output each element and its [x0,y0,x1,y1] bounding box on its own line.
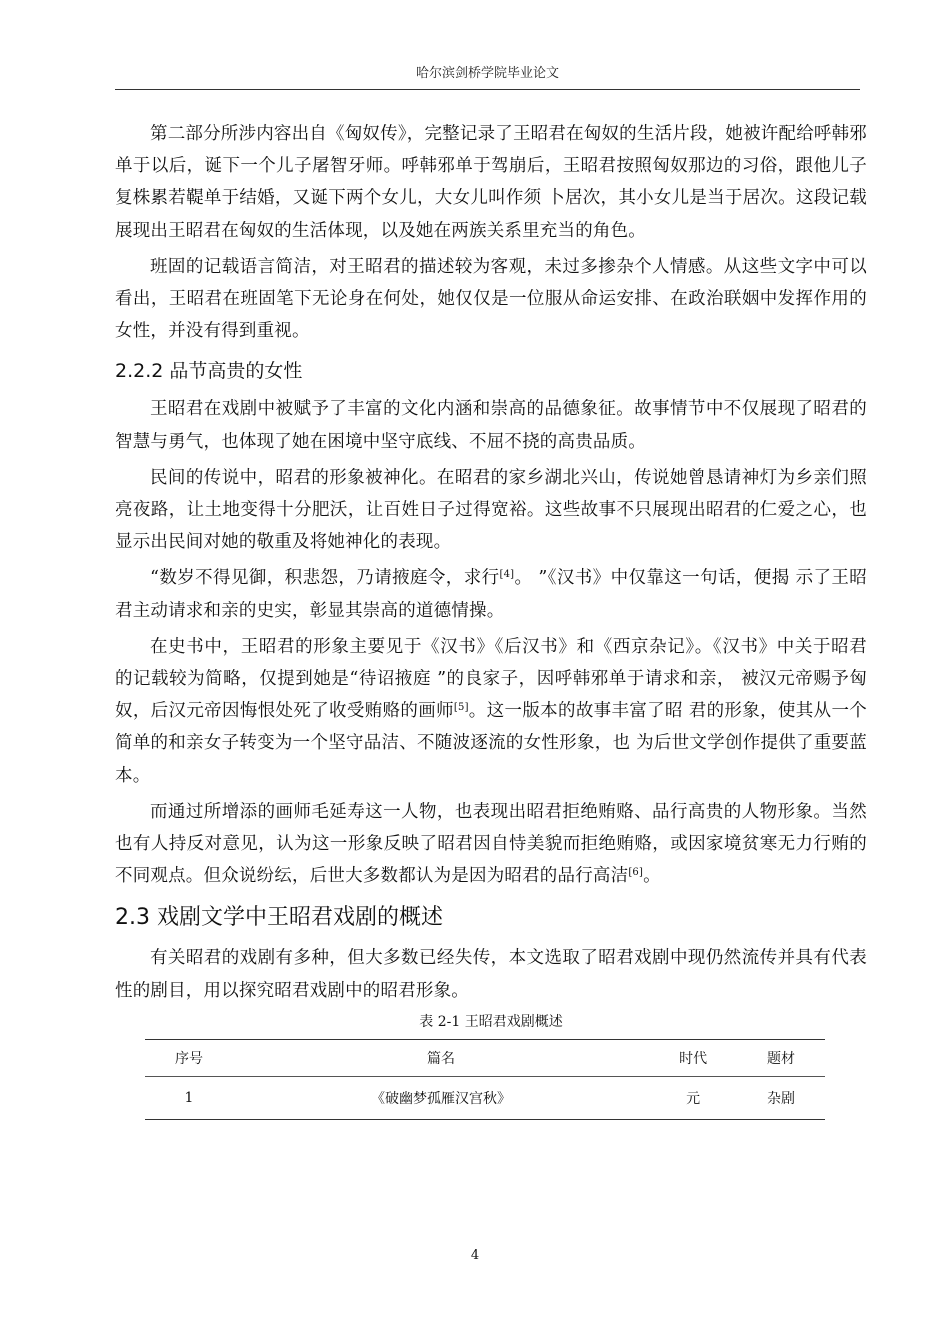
document-body [115,118,867,1120]
column-header: 序号 [145,1039,233,1076]
paragraph: 王昭君在戏剧中被赋予了丰富的文化内涵和崇高的品德象征。故事情节中不仅展现了昭君的智慧与勇气，也体现了她在困境中坚守底线、不屈不挠的高贵品质。 [115,399,867,452]
header-divider [115,89,860,90]
paragraph: 有关昭君的戏剧有多种，但大多数已经失传，本文选取了昭君戏剧中现仍然流传并具有代表性的剧目，用以探究昭君戏剧中的昭君形象。 [115,948,867,1001]
paragraph-text: 。这一版本的故事丰富了昭 君的形象，使其从一个简单的和亲女子转变为一个坚守品洁、不随波逐流的女性形象，也 为后世文学创作提供了重要蓝本。 [115,701,867,786]
paragraph-text: 在史书中，王昭君的形象主要见于《汉书》《后汉书》和《西京杂记》。《汉书》中关于昭君的记载较为简略，仅提到她是“待诏掖庭 ”的良家子，因呼韩邪单于请求和亲， 被汉元帝赐予匈奴，后汉元帝因悔恨处死了收受贿赂的画师 [115,636,867,722]
table-cell: 元 [649,1076,737,1119]
paragraph-text: “数岁不得见御，积悲怨，乃请掖庭令，求行 [150,568,500,589]
page-header: 哈尔滨剑桥学院毕业论文 [415,66,559,81]
table-header-row [145,1039,825,1076]
drama-table [145,1039,825,1120]
paragraph-text: 。 ”《汉书》中仅靠这一句话，便揭 示了王昭君主动请求和亲的史实，彰显其崇高的道德情操。 [115,568,867,621]
page-number: 4 [470,1248,480,1263]
citation-marker: [4] [499,569,515,581]
table-cell: 《破幽梦孤雁汉宫秋》 [233,1076,649,1119]
paragraph: 第二部分所涉内容出自《匈奴传》，完整记录了王昭君在匈奴的生活片段，她被许配给呼韩邪单于以后，诞下一个儿子屠智牙师。呼韩邪单于驾崩后，王昭君按照匈奴那边的习俗，跟他儿子复株累若鞮单于结婚，又诞下两个女儿，大女儿叫作须 卜居次，其小女儿是当于居次。这段记载展现出王昭君在匈奴的生活体现，以及她在两族关系里充当的角色。 [115,124,867,241]
table-cell: 杂剧 [737,1076,825,1119]
column-header: 篇名 [233,1039,649,1076]
paragraph: 班固的记载语言简洁，对王昭君的描述较为客观，未过多掺杂个人情感。从这些文字中可以看出，王昭君在班固笔下无论身在何处，她仅仅是一位服从命运安排、在政治联姻中发挥作用的女性，并没有得到重视。 [115,256,867,342]
table-row [145,1076,825,1119]
paragraph [115,562,867,626]
paragraph-text: 而通过所增添的画师毛延寿这一人物，也表现出昭君拒绝贿赂、品行高贵的人物形象。当然也有人持反对意见，认为这一形象反映了昭君因自恃美貌而拒绝贿赂，或因家境贫寒无力行贿的不同观点。但众说纷纭，后世大多数都认为是因为昭君的品行高洁 [115,801,867,887]
subsection-heading: 2.2.2 品节高贵的女性 [115,360,303,383]
paragraph [115,631,867,792]
table-caption: 表 2-1 王昭君戏剧概述 [419,1013,563,1030]
citation-marker: [6] [628,867,644,879]
paragraph [115,796,867,893]
table-cell: 1 [145,1076,233,1119]
column-header: 时代 [649,1039,737,1076]
citation-marker: [5] [453,702,469,714]
paragraph: 民间的传说中，昭君的形象被神化。在昭君的家乡湖北兴山，传说她曾恳请神灯为乡亲们照亮夜路，让土地变得十分肥沃，让百姓日子过得宽裕。这些故事不只展现出昭君的仁爱之心，也显示出民间对她的敬重及将她神化的表现。 [115,467,867,553]
paragraph-text: 。 [643,866,661,887]
section-heading: 2.3 戏剧文学中王昭君戏剧的概述 [115,905,443,931]
column-header: 题材 [737,1039,825,1076]
